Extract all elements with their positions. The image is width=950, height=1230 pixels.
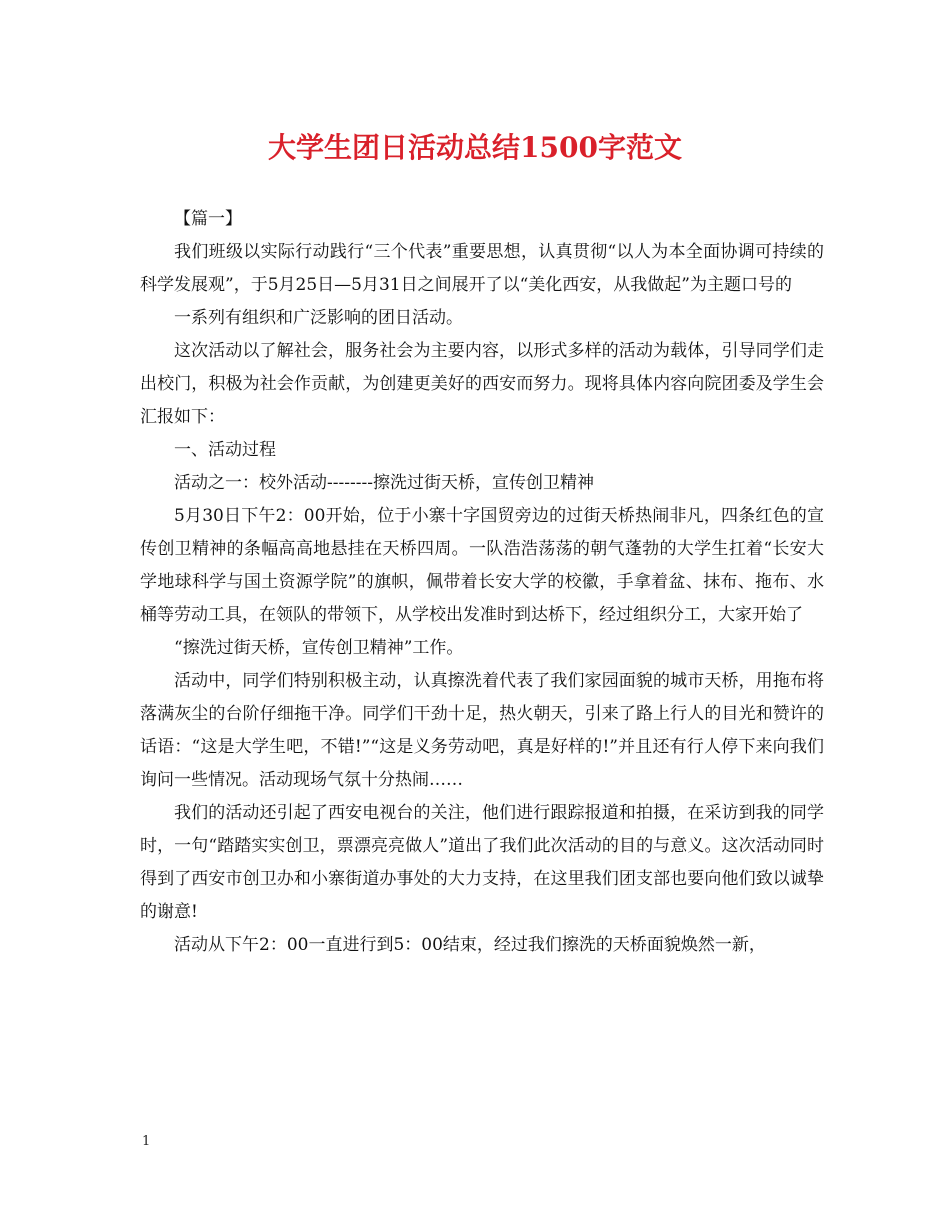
- paragraph: 我们班级以实际行动践行“三个代表”重要思想，认真贯彻“以人为本全面协调可持续的科学发展观”，于5月25日—5月31日之间展开了以“美化西安，从我做起”为主题口号的: [140, 242, 824, 295]
- document-body: [140, 203, 824, 962]
- paragraph: “擦洗过街天桥，宣传创卫精神”工作。: [174, 638, 464, 658]
- paragraph: 活动从下午2：00一直进行到5：00结束，经过我们擦洗的天桥面貌焕然一新，: [174, 935, 766, 955]
- paragraph: 我们的活动还引起了西安电视台的关注，他们进行跟踪报道和拍摄，在采访到我的同学时，一句“踏踏实实创卫，票漂亮亮做人”道出了我们此次活动的目的与意义。这次活动同时得到了西安市创卫办和小寨街道办事处的大力支持，在这里我们团支部也要向他们致以诚挚的谢意!: [140, 803, 824, 922]
- document-title: 大学生团日活动总结1500字范文: [268, 131, 682, 164]
- paragraph: 活动中，同学们特别积极主动，认真擦洗着代表了我们家园面貌的城市天桥，用拖布将落满灰尘的台阶仔细拖干净。同学们干劲十足，热火朝天，引来了路上行人的目光和赞许的话语：“这是大学生吧，不错!”“这是义务劳动吧，真是好样的!”并且还有行人停下来向我们询问一些情况。活动现场气氛十分热闹……: [140, 671, 824, 790]
- paragraph: 活动之一：校外活动--------擦洗过街天桥，宣传创卫精神: [174, 473, 594, 493]
- paragraph: 5月30日下午2：00开始，位于小寨十字国贸旁边的过街天桥热闹非凡，四条红色的宣传创卫精神的条幅高高地悬挂在天桥四周。一队浩浩荡荡的朝气蓬勃的大学生扛着“长安大学地球科学与国土资源学院”的旗帜，佩带着长安大学的校徽，手拿着盆、抹布、拖布、水桶等劳动工具，在领队的带领下，从学校出发准时到达桥下，经过组织分工，大家开始了: [140, 506, 824, 625]
- paragraph: 一系列有组织和广泛影响的团日活动。: [174, 308, 463, 328]
- subsection-heading: 一、活动过程: [174, 440, 276, 460]
- page-number: 1: [142, 1134, 151, 1149]
- paragraph: 这次活动以了解社会，服务社会为主要内容，以形式多样的活动为载体，引导同学们走出校门，积极为社会作贡献，为创建更美好的西安而努力。现将具体内容向院团委及学生会汇报如下：: [140, 341, 824, 427]
- section-heading: 【篇一】: [174, 209, 242, 229]
